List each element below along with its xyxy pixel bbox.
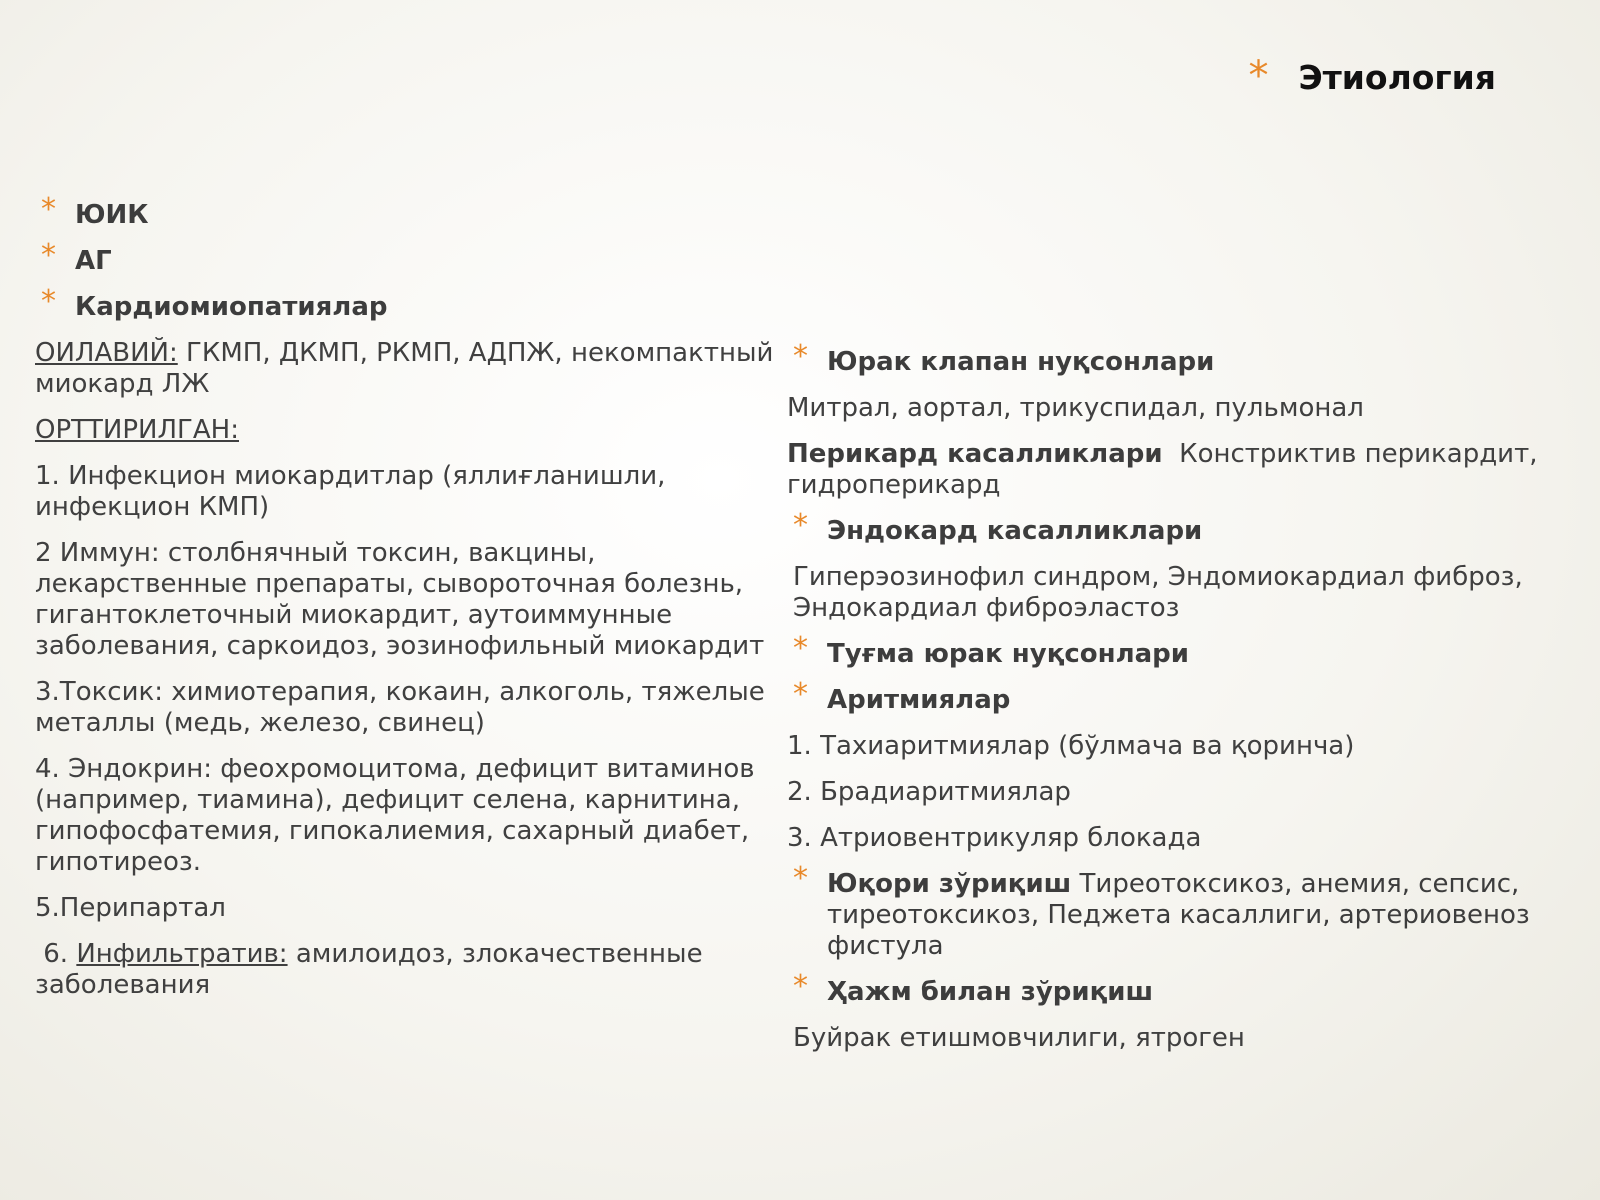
bullet-item — [787, 969, 1567, 1008]
acquired-label: ОРТТИРИЛГАН: — [35, 415, 239, 445]
endocard-text: Гиперэозинофил синдром, Эндомиокардиал фиброз, Эндокардиал фиброэластоз — [793, 562, 1523, 623]
bullet-star-icon: * — [793, 339, 808, 374]
title-text: Этиология — [1298, 58, 1496, 97]
bullet-item — [787, 508, 1567, 547]
arrhythmia-2: 2. Брадиаритмиялар — [787, 777, 1071, 807]
item-6 — [35, 939, 775, 1001]
bullet-label: АГ — [75, 246, 112, 276]
item-2: 2 Иммун: столбнячный токсин, вакцины, лекарственные препараты, сывороточная болезнь, гигантоклеточный миокардит, аутоиммунные заболевания, саркоидоз, эозинофильный миокардит — [35, 538, 765, 661]
left-column — [35, 192, 775, 1016]
familial-paragraph — [35, 338, 775, 400]
bullet-star-icon: * — [41, 238, 56, 273]
item-5: 5.Перипартал — [35, 893, 226, 923]
bullet-label: ЮИК — [75, 200, 149, 230]
congenital-title: Туғма юрак нуқсонлари — [827, 639, 1189, 669]
bullet-star-icon: * — [793, 677, 808, 712]
bullet-item — [787, 677, 1567, 716]
item-4: 4. Эндокрин: феохромоцитома, дефицит витаминов (например, тиамина), дефицит селена, карнитина, гипофосфатемия, гипокалиемия, сахарный диабет, гипотиреоз. — [35, 754, 755, 877]
pericard-paragraph — [787, 439, 1567, 501]
arrhythmia-title: Аритмиялар — [827, 685, 1011, 715]
bullet-star-icon: * — [41, 284, 56, 319]
valve-text: Митрал, аортал, трикуспидал, пульмонал — [787, 393, 1364, 423]
item-6-text: амилоидоз, злокачественные заболевания — [35, 939, 711, 1000]
item-1: 1. Инфекцион миокардитлар (яллиғланишли, инфекцион КМП) — [35, 461, 666, 522]
right-column — [787, 339, 1567, 1069]
familial-label: ОИЛАВИЙ: — [35, 338, 178, 368]
volume-text: Буйрак етишмовчилиги, ятроген — [793, 1023, 1245, 1053]
item-6-label: Инфильтратив: — [76, 939, 288, 969]
bullet-star-icon: * — [1248, 53, 1269, 99]
item-6-prefix: 6. — [35, 939, 77, 969]
pericard-text: Констриктив перикардит, гидроперикард — [787, 439, 1546, 500]
bullet-star-icon: * — [793, 631, 808, 666]
familial-text: ГКМП, ДКМП, РКМП, АДПЖ, некомпактный миокард ЛЖ — [35, 338, 774, 399]
arrhythmia-1: 1. Тахиаритмиялар (бўлмача ва қоринча) — [787, 731, 1355, 761]
bullet-star-icon: * — [793, 508, 808, 543]
item-3: 3.Токсик: химиотерапия, кокаин, алкоголь, тяжелые металлы (медь, железо, свинец) — [35, 677, 765, 738]
bullet-star-icon: * — [793, 861, 808, 896]
bullet-item — [35, 284, 775, 323]
high-output-title: Юқори зўриқиш — [827, 869, 1072, 899]
bullet-item — [35, 238, 775, 277]
valve-title: Юрак клапан нуқсонлари — [827, 347, 1215, 377]
bullet-item — [35, 192, 775, 231]
slide-title — [1248, 53, 1496, 99]
bullet-item — [787, 631, 1567, 670]
bullet-item — [787, 339, 1567, 378]
acquired-paragraph — [35, 415, 775, 446]
pericard-title: Перикард касалликлари — [787, 439, 1163, 469]
bullet-label: Кардиомиопатиялар — [75, 292, 388, 322]
volume-title: Ҳажм билан зўриқиш — [827, 977, 1154, 1007]
high-output-text: Тиреотоксикоз, анемия, сепсис, тиреотоксикоз, Педжета касаллиги, артериовеноз фистула — [827, 869, 1530, 961]
arrhythmia-3: 3. Атриовентрикуляр блокада — [787, 823, 1202, 853]
bullet-star-icon: * — [41, 192, 56, 227]
bullet-star-icon: * — [793, 969, 808, 1004]
endocard-title: Эндокард касалликлари — [827, 516, 1203, 546]
bullet-item — [787, 861, 1567, 962]
